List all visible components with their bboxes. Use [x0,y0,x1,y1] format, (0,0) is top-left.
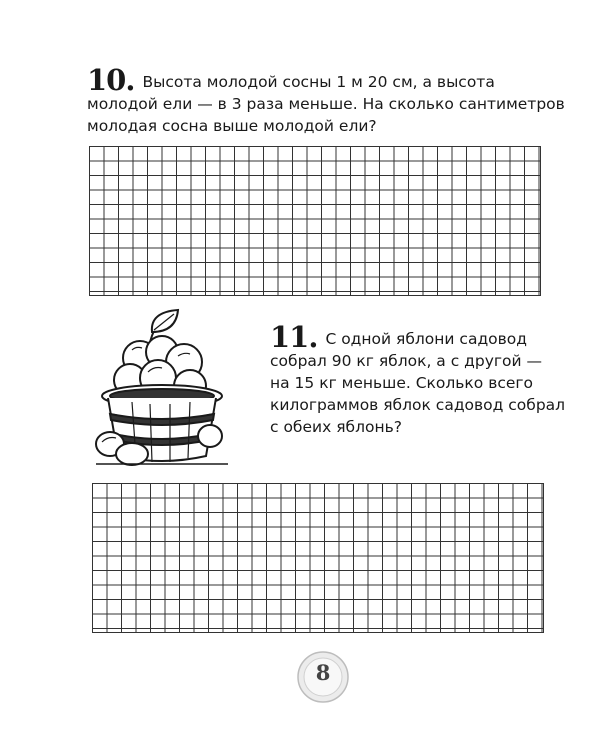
task-11-answer-grid[interactable] [92,483,544,633]
task-11-line-2: собрал 90 кг яблок, а с другой — [270,352,543,370]
task-10-text [87,63,565,137]
task-11-line-3: на 15 кг меньше. Сколько всего [270,374,534,392]
task-10-line-1 [87,63,565,97]
task-10-line-3: молодая сосна выше молодой ели? [87,117,377,135]
task-10-number: 10. [87,63,135,97]
task-11-line-4: килограммов яблок садовод собрал [270,396,566,414]
task-11-line-1-text: С одной яблони садовод [325,330,527,348]
task-10-line-2: молодой ели — в 3 раза меньше. На сколько сантиметров [87,95,565,113]
page-number: 8 [315,660,331,685]
task-10-line-1-text: Высота молодой сосны 1 м 20 см, а высота [142,73,495,91]
task-10-answer-grid[interactable] [89,146,541,296]
task-11-number: 11. [270,320,318,354]
task-11-line-1 [270,320,565,354]
apple-basket-icon [92,306,232,468]
task-11-text [270,320,566,438]
task-11-line-5: с обеих яблонь? [270,418,402,436]
